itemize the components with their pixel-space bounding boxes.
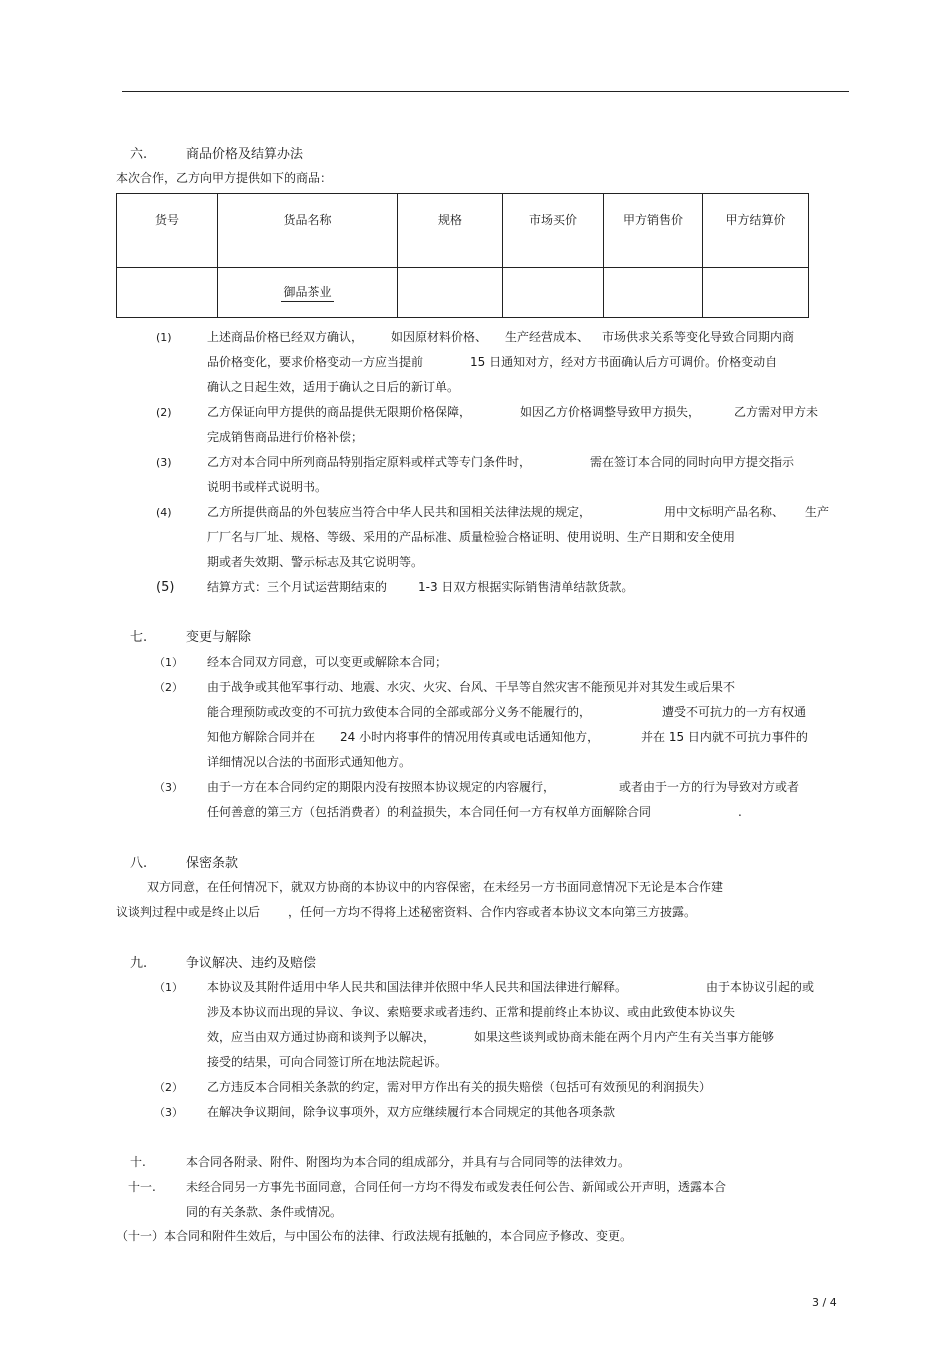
item-7-1-line1: 经本合同双方同意，可以变更或解除本合同； [207, 655, 448, 669]
item-9-1-line3-b: 如果这些谈判或协商未能在两个月内产生有关当事方能够 [474, 1030, 775, 1044]
item-6-2-number: (2) [156, 406, 172, 419]
item-9-2-line1: 乙方违反本合同相关条款的约定，需对甲方作出有关的损失赔偿（包括可有效预见的利润损失） [207, 1080, 712, 1094]
item-6-1-line1-d: 市场供求关系等变化导致合同期内商 [602, 330, 795, 344]
item-6-2-line1-b: 如因乙方价格调整导致甲方损失， [520, 405, 701, 419]
item-6-2-line1-c: 乙方需对甲方未 [734, 405, 819, 419]
item-7-2-line3-b: 24 小时内将事件的情况用传真或电话通知他方， [340, 730, 600, 744]
item-6-2-line1-a: 乙方保证向甲方提供的商品提供无限期价格保障， [207, 405, 472, 419]
table-row [117, 268, 809, 318]
item-6-4-line1-a: 乙方所提供商品的外包装应当符合中华人民共和国相关法律法规的规定， [207, 505, 592, 519]
section-9-title: 争议解决、违约及赔偿 [186, 956, 317, 971]
item-9-1-line1-a: 本协议及其附件适用中华人民共和国法律并依照中华人民共和国法律进行解释。 [207, 980, 628, 994]
section-6-title: 商品价格及结算办法 [186, 147, 304, 162]
item-6-5-number: (5) [156, 580, 175, 595]
item-6-1-line1-b: 如因原材料价格、 [391, 330, 488, 344]
section-11-line2: 同的有关条款、条件或情况。 [186, 1205, 343, 1219]
item-9-1-line3-a: 效，应当由双方通过协商和谈判予以解决， [207, 1030, 436, 1044]
item-6-1-line3: 确认之日起生效，适用于确认之日后的新订单。 [207, 380, 460, 394]
item-6-4-line1-c: 生产 [805, 505, 830, 519]
section-10-number: 十. [130, 1155, 146, 1169]
col-header-spec: 规格 [398, 194, 503, 268]
item-7-3-line1-b: 或者由于一方的行为导致对方或者 [619, 780, 800, 794]
section-8-para-line1: 双方同意，在任何情况下，就双方协商的本协议中的内容保密，在未经另一方书面同意情况下无论是本合作建 [147, 880, 724, 894]
item-6-5-line1-b: 1-3 日双方根据实际销售清单结款货款。 [418, 580, 634, 594]
item-6-3-line2: 说明书或样式说明书。 [207, 480, 328, 494]
col-header-product-name: 货品名称 [218, 194, 398, 268]
section-6-intro: 本次合作，乙方向甲方提供如下的商品： [116, 171, 333, 185]
cell-market-price [503, 268, 604, 318]
item-9-1-line1-b: 由于本协议引起的或 [706, 980, 815, 994]
page-number: 3 / 4 [812, 1296, 837, 1309]
item-7-2-line1: 由于战争或其他军事行动、地震、水灾、火灾、台风、干旱等自然灾害不能预见并对其发生或后果不 [207, 680, 736, 694]
item-9-1-line4: 接受的结果，可向合同签订所在地法院起诉。 [207, 1055, 448, 1069]
section-7-number: 七. [130, 630, 148, 645]
section-6-number: 六. [130, 147, 148, 162]
section-11b-text: （十一）本合同和附件生效后，与中国公布的法律、行政法规有抵触的，本合同应予修改、变更。 [116, 1229, 633, 1243]
section-8-title: 保密条款 [186, 856, 239, 871]
item-9-3-number: （3） [154, 1106, 183, 1119]
section-8-number: 八. [130, 856, 148, 871]
item-7-2-line3-c: 并在 15 日内就不可抗力事件的 [641, 730, 808, 744]
item-7-2-line4: 详细情况以合法的书面形式通知他方。 [207, 755, 412, 769]
cell-settle-price [703, 268, 809, 318]
item-9-1-line2: 涉及本协议而出现的异议、争议、索赔要求或者违约、正常和提前终止本协议、或由此致使本协议失 [207, 1005, 736, 1019]
item-6-3-line1-a: 乙方对本合同中所列商品特别指定原料或样式等专门条件时， [207, 455, 532, 469]
cell-item-no [117, 268, 218, 318]
col-header-settle-price: 甲方结算价 [703, 194, 809, 268]
item-6-1-line2-a: 品价格变化，要求价格变动一方应当提前 [207, 355, 424, 369]
header-rule [122, 91, 849, 92]
item-7-2-line3-a: 知他方解除合同并在 [207, 730, 316, 744]
item-7-3-line1-a: 由于一方在本合同约定的期限内没有按照本协议规定的内容履行， [207, 780, 556, 794]
item-6-4-line3: 期或者失效期、警示标志及其它说明等。 [207, 555, 424, 569]
item-6-4-line2: 厂厂名与厂址、规格、等级、采用的产品标准、质量检验合格证明、使用说明、生产日期和安全使用 [207, 530, 736, 544]
goods-table [116, 193, 809, 318]
item-7-2-line2-a: 能合理预防或改变的不可抗力致使本合同的全部或部分义务不能履行的， [207, 705, 592, 719]
section-10-text: 本合同各附录、附件、附图均为本合同的组成部分，并具有与合同同等的法律效力。 [186, 1155, 631, 1169]
section-7-title: 变更与解除 [186, 630, 252, 645]
item-7-3-line2-b: . [738, 805, 742, 819]
item-6-4-number: (4) [156, 506, 172, 519]
item-6-1-line2-b: 15 日通知对方，经对方书面确认后方可调价。价格变动自 [470, 355, 778, 369]
goods-table-header-row [117, 194, 809, 268]
item-6-1-line1-c: 生产经营成本、 [505, 330, 590, 344]
item-6-1-number: (1) [156, 331, 172, 344]
section-11-line1: 未经合同另一方事先书面同意，合同任何一方均不得发布或发表任何公告、新闻或公开声明，透露本合 [186, 1180, 727, 1194]
item-6-5-line1-a: 结算方式：三个月试运营期结束的 [207, 580, 388, 594]
item-6-3-line1-b: 需在签订本合同的同时向甲方提交指示 [590, 455, 795, 469]
col-header-sale-price: 甲方销售价 [604, 194, 703, 268]
product-name-value: 御品茶业 [281, 283, 333, 302]
item-7-3-number: （3） [154, 781, 183, 794]
item-7-3-line2-a: 任何善意的第三方（包括消费者）的利益损失，本合同任何一方有权单方面解除合同 [207, 805, 652, 819]
item-9-3-line1: 在解决争议期间，除争议事项外，双方应继续履行本合同规定的其他各项条款 [207, 1105, 616, 1119]
item-9-2-number: （2） [154, 1081, 183, 1094]
item-6-1-line1-a: 上述商品价格已经双方确认， [207, 330, 364, 344]
section-9-number: 九. [130, 956, 148, 971]
item-6-3-number: (3) [156, 456, 172, 469]
item-9-1-number: （1） [154, 981, 183, 994]
cell-sale-price [604, 268, 703, 318]
col-header-item-no: 货号 [117, 194, 218, 268]
section-11-number: 十一. [128, 1180, 156, 1194]
item-6-2-line2: 完成销售商品进行价格补偿； [207, 430, 364, 444]
section-8-para-line2-a: 议谈判过程中或是终止以后 [116, 905, 261, 919]
section-8-para-line2-b: ，任何一方均不得将上述秘密资料、合作内容或者本协议文本向第三方披露。 [288, 905, 697, 919]
item-6-4-line1-b: 用中文标明产品名称、 [664, 505, 785, 519]
cell-product-name [218, 268, 398, 318]
item-7-1-number: （1） [154, 656, 183, 669]
item-7-2-line2-b: 遭受不可抗力的一方有权通 [662, 705, 807, 719]
item-7-2-number: （2） [154, 681, 183, 694]
cell-spec [398, 268, 503, 318]
col-header-market-price: 市场买价 [503, 194, 604, 268]
